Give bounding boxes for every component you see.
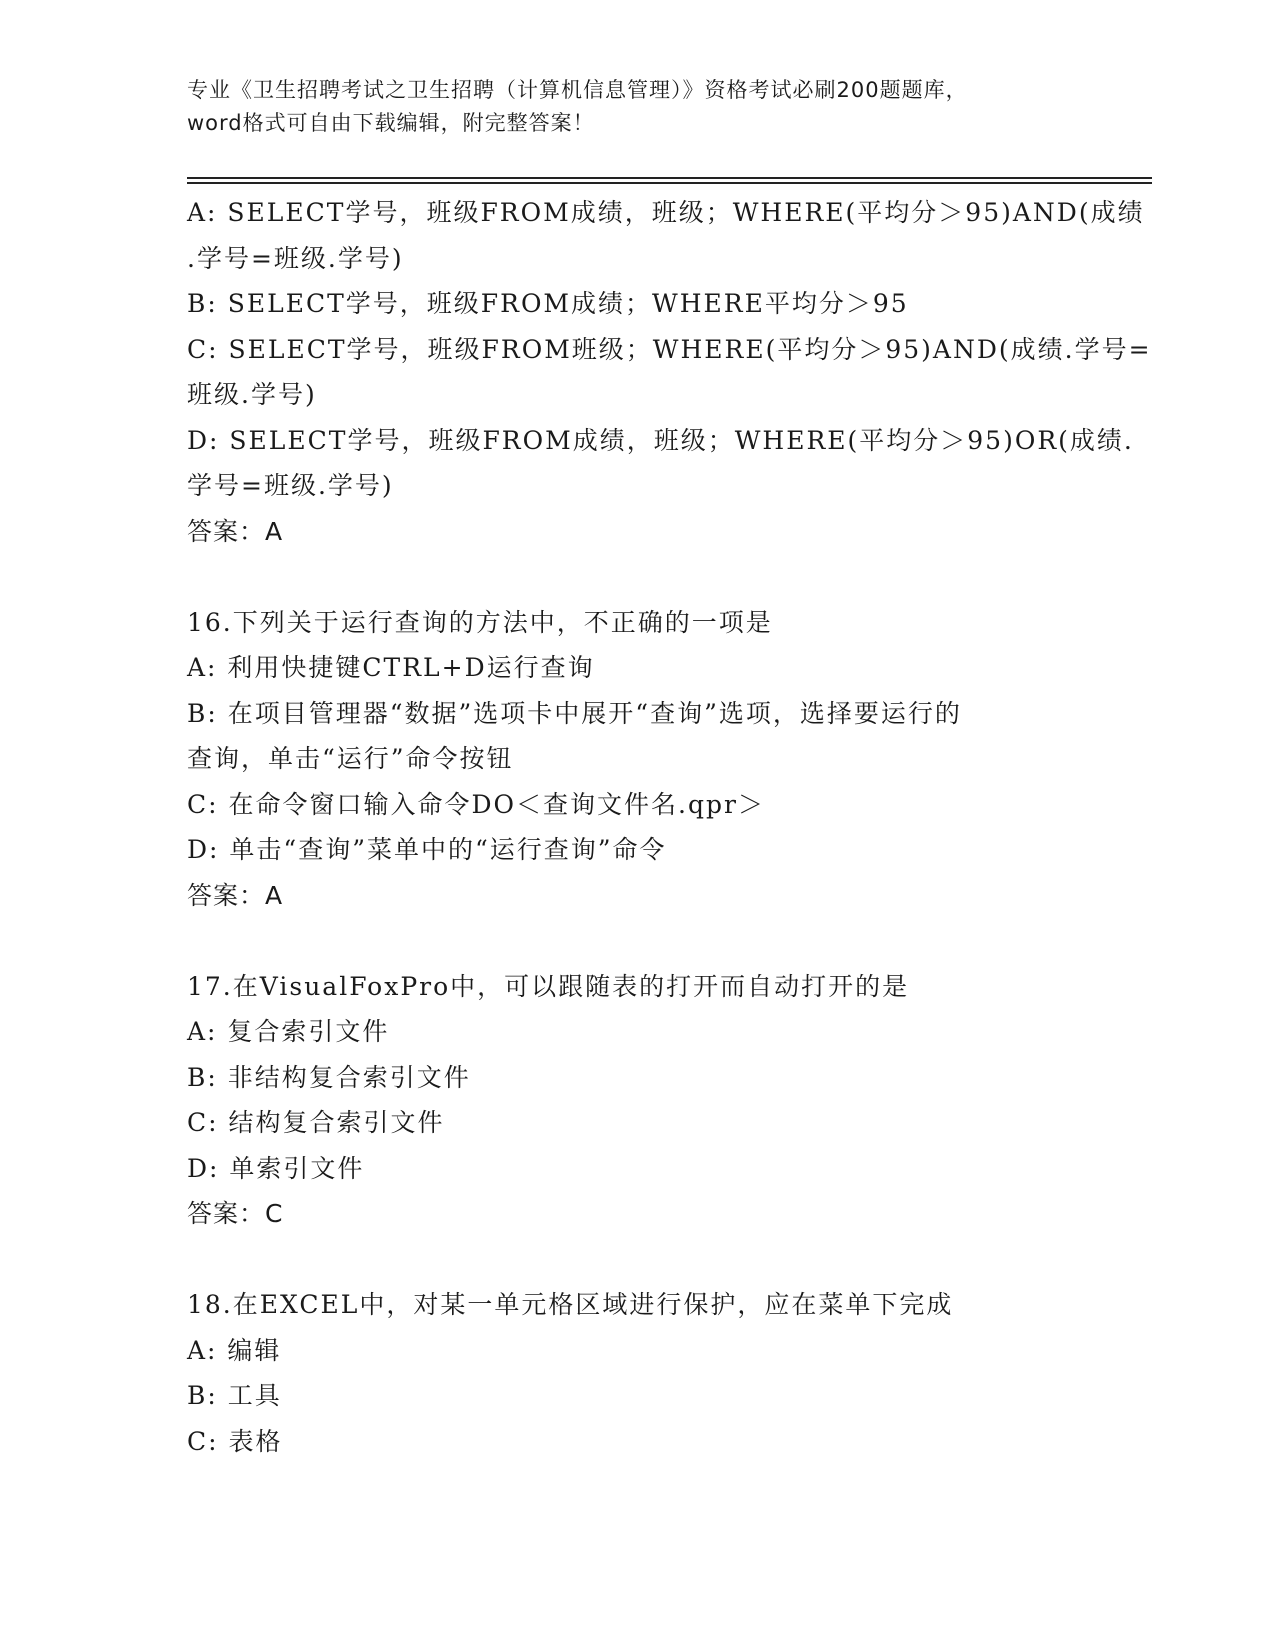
q16-option-d: D: 单击“查询”菜单中的“运行查询”命令 [187, 835, 667, 864]
question-15-block [187, 190, 1152, 554]
header-rule-top [187, 177, 1152, 179]
q17-option-a: A: 复合索引文件 [187, 1017, 390, 1046]
q17-question: 17.在VisualFoxPro中，可以跟随表的打开而自动打开的是 [187, 971, 910, 1001]
q15-option-a-line2: .学号=班级.学号) [187, 243, 404, 273]
q15-option-a-line1: A: SELECT学号，班级FROM成绩，班级；WHERE(平均分＞95)AND(成绩 [187, 198, 1145, 227]
q16-answer: 答案：A [187, 880, 284, 910]
q16-option-b-line1: B: 在项目管理器“数据”选项卡中展开“查询”选项，选择要运行的 [187, 698, 962, 728]
spacer [187, 554, 1087, 600]
q17-option-c: C: 结构复合索引文件 [187, 1108, 445, 1137]
q15-option-d-line2: 学号=班级.学号) [187, 471, 394, 500]
q16-option-b-line2: 查询，单击“运行”命令按钮 [187, 744, 514, 773]
q16-option-a: A: 利用快捷键CTRL+D运行查询 [187, 653, 595, 682]
question-16-block [187, 600, 1087, 919]
q18-option-c: C: 表格 [187, 1426, 283, 1456]
document-header [187, 74, 1087, 140]
q15-option-d-line1: D: SELECT学号，班级FROM成绩，班级；WHERE(平均分＞95)OR(成绩. [187, 425, 1134, 455]
question-17-block [187, 964, 1087, 1237]
q18-option-b: B: 工具 [187, 1381, 282, 1410]
header-line-1: 专业《卫生招聘考试之卫生招聘（计算机信息管理）》资格考试必刷200题题库， [187, 78, 968, 102]
q15-answer: 答案：A [187, 516, 284, 546]
q15-option-c-line1: C: SELECT学号，班级FROM班级；WHERE(平均分＞95)AND(成绩.学号= [187, 334, 1152, 364]
q15-option-b: B: SELECT学号，班级FROM成绩；WHERE平均分＞95 [187, 289, 909, 318]
question-content [187, 190, 1152, 1464]
spacer [187, 918, 1087, 964]
q17-option-d: D: 单索引文件 [187, 1153, 365, 1183]
q15-option-c-line2: 班级.学号) [187, 380, 317, 409]
q17-answer: 答案：C [187, 1199, 284, 1228]
q16-question: 16.下列关于运行查询的方法中，不正确的一项是 [187, 607, 773, 637]
q18-option-a: A: 编辑 [187, 1335, 282, 1365]
spacer [187, 1237, 1087, 1283]
q16-option-c: C: 在命令窗口输入命令DO＜查询文件名.qpr＞ [187, 789, 765, 819]
question-18-block [187, 1282, 1087, 1464]
q18-question: 18.在EXCEL中，对某一单元格区域进行保护，应在菜单下完成 [187, 1290, 954, 1319]
q17-option-b: B: 非结构复合索引文件 [187, 1062, 471, 1092]
header-rule-bottom [187, 182, 1152, 184]
header-line-2: word格式可自由下载编辑，附完整答案！ [187, 111, 595, 135]
